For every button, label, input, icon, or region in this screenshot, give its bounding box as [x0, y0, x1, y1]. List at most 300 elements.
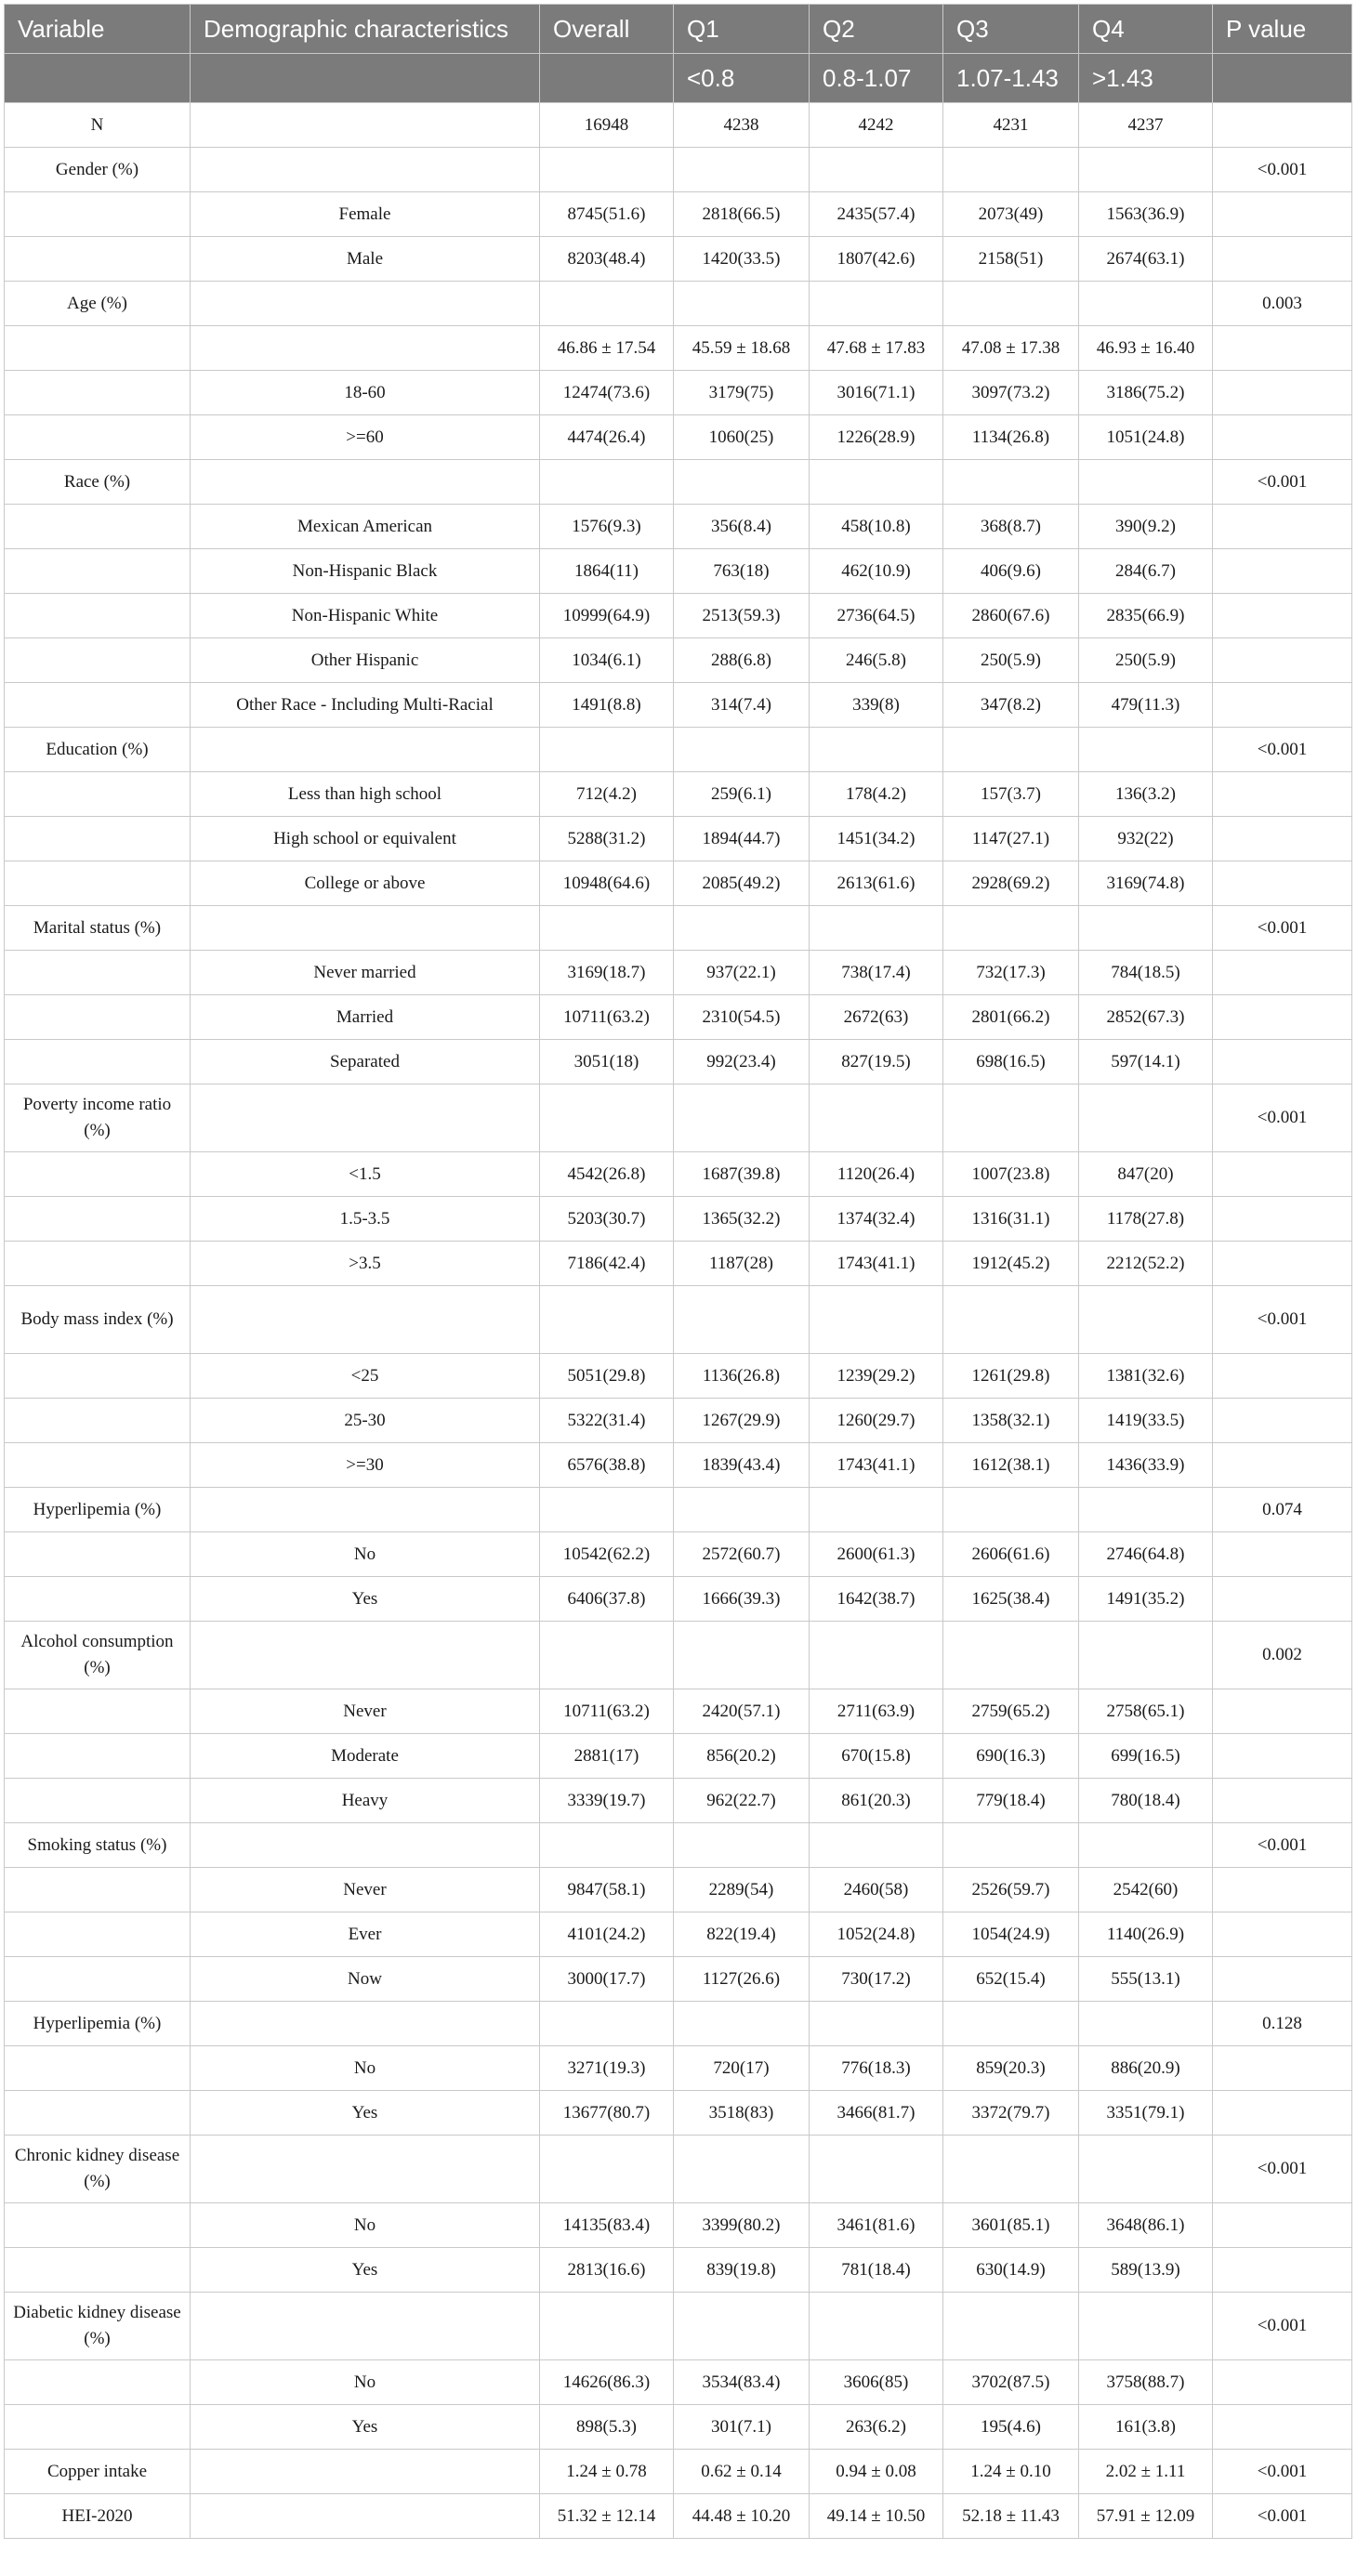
q2-cell: 781(18.4) [810, 2248, 943, 2293]
table-row [5, 1823, 1352, 1868]
overall-cell: 3169(18.7) [540, 951, 674, 995]
p-value-cell [1213, 326, 1352, 371]
characteristic-cell [191, 282, 540, 326]
overall-cell: 46.86 ± 17.54 [540, 326, 674, 371]
header-range-blank-3 [540, 54, 674, 103]
q4-cell: 3758(88.7) [1079, 2360, 1213, 2405]
characteristic-cell [191, 2293, 540, 2360]
q4-cell: 886(20.9) [1079, 2046, 1213, 2091]
q1-cell: 839(19.8) [674, 2248, 810, 2293]
table-row [5, 192, 1352, 237]
variable-cell [5, 2248, 191, 2293]
overall-cell [540, 2293, 674, 2360]
characteristic-cell: Male [191, 237, 540, 282]
q4-cell [1079, 1286, 1213, 1354]
variable-cell: Race (%) [5, 460, 191, 505]
characteristic-cell: High school or equivalent [191, 817, 540, 861]
q3-cell [943, 282, 1079, 326]
q2-cell: 670(15.8) [810, 1734, 943, 1779]
p-value-cell [1213, 2091, 1352, 2136]
table-row [5, 326, 1352, 371]
characteristic-cell: Separated [191, 1040, 540, 1084]
q4-cell [1079, 906, 1213, 951]
q2-cell: 730(17.2) [810, 1957, 943, 2002]
variable-cell [5, 1242, 191, 1286]
q1-cell: 763(18) [674, 549, 810, 594]
q4-cell: 1563(36.9) [1079, 192, 1213, 237]
p-value-cell [1213, 549, 1352, 594]
overall-cell [540, 2136, 674, 2203]
q1-cell: 1060(25) [674, 415, 810, 460]
q1-cell: 2572(60.7) [674, 1532, 810, 1577]
table-row [5, 549, 1352, 594]
q4-cell: 2542(60) [1079, 1868, 1213, 1912]
characteristic-cell: Married [191, 995, 540, 1040]
p-value-cell [1213, 1354, 1352, 1399]
variable-cell [5, 2360, 191, 2405]
characteristic-cell: Yes [191, 1577, 540, 1622]
variable-cell: Body mass index (%) [5, 1286, 191, 1354]
q4-cell: 780(18.4) [1079, 1779, 1213, 1823]
variable-cell [5, 772, 191, 817]
variable-cell [5, 638, 191, 683]
overall-cell: 10711(63.2) [540, 995, 674, 1040]
p-value-cell [1213, 2405, 1352, 2450]
characteristic-cell: Yes [191, 2091, 540, 2136]
q1-cell: 1839(43.4) [674, 1443, 810, 1488]
p-value-cell [1213, 2203, 1352, 2248]
characteristic-cell: Heavy [191, 1779, 540, 1823]
characteristic-cell [191, 906, 540, 951]
q1-cell: 720(17) [674, 2046, 810, 2091]
q3-cell: 3097(73.2) [943, 371, 1079, 415]
q2-cell: 1807(42.6) [810, 237, 943, 282]
characteristic-cell [191, 2450, 540, 2494]
overall-cell [540, 460, 674, 505]
variable-cell [5, 2203, 191, 2248]
q4-cell [1079, 1823, 1213, 1868]
table-row [5, 995, 1352, 1040]
variable-cell [5, 1912, 191, 1957]
q1-cell: 301(7.1) [674, 2405, 810, 2450]
q4-cell [1079, 1622, 1213, 1689]
q2-cell [810, 148, 943, 192]
characteristic-cell: Now [191, 1957, 540, 2002]
header-row-titles [5, 5, 1352, 54]
q3-cell: 4231 [943, 103, 1079, 148]
variable-cell [5, 594, 191, 638]
variable-cell [5, 237, 191, 282]
q2-cell: 49.14 ± 10.50 [810, 2494, 943, 2539]
q3-cell: 2526(59.7) [943, 1868, 1079, 1912]
table-row [5, 1488, 1352, 1532]
q3-cell: 652(15.4) [943, 1957, 1079, 2002]
header-q2: Q2 [810, 5, 943, 54]
q1-cell: 2289(54) [674, 1868, 810, 1912]
characteristic-cell: >=30 [191, 1443, 540, 1488]
q3-cell: 1054(24.9) [943, 1912, 1079, 1957]
characteristic-cell: Moderate [191, 1734, 540, 1779]
overall-cell: 5322(31.4) [540, 1399, 674, 1443]
overall-cell: 6406(37.8) [540, 1577, 674, 1622]
q4-cell: 46.93 ± 16.40 [1079, 326, 1213, 371]
q2-cell: 339(8) [810, 683, 943, 728]
overall-cell [540, 1823, 674, 1868]
p-value-cell [1213, 2248, 1352, 2293]
q3-cell: 2158(51) [943, 237, 1079, 282]
variable-cell: Poverty income ratio (%) [5, 1084, 191, 1152]
q3-cell: 779(18.4) [943, 1779, 1079, 1823]
variable-cell [5, 2091, 191, 2136]
header-p-value: P value [1213, 5, 1352, 54]
variable-cell [5, 2405, 191, 2450]
table-row [5, 683, 1352, 728]
variable-cell: Copper intake [5, 2450, 191, 2494]
q3-cell [943, 1488, 1079, 1532]
variable-cell: HEI-2020 [5, 2494, 191, 2539]
q2-cell [810, 2136, 943, 2203]
p-value-cell: <0.001 [1213, 2450, 1352, 2494]
characteristic-cell: Never [191, 1868, 540, 1912]
q2-cell: 1451(34.2) [810, 817, 943, 861]
variable-cell: Age (%) [5, 282, 191, 326]
q2-cell: 178(4.2) [810, 772, 943, 817]
p-value-cell: <0.001 [1213, 2136, 1352, 2203]
q3-cell: 1007(23.8) [943, 1152, 1079, 1197]
overall-cell: 1576(9.3) [540, 505, 674, 549]
p-value-cell [1213, 1689, 1352, 1734]
characteristic-cell [191, 326, 540, 371]
q2-cell: 2460(58) [810, 1868, 943, 1912]
p-value-cell [1213, 594, 1352, 638]
q1-cell: 1365(32.2) [674, 1197, 810, 1242]
q1-cell: 2818(66.5) [674, 192, 810, 237]
overall-cell: 12474(73.6) [540, 371, 674, 415]
q4-cell: 136(3.2) [1079, 772, 1213, 817]
overall-cell: 9847(58.1) [540, 1868, 674, 1912]
p-value-cell [1213, 2046, 1352, 2091]
q3-cell: 1134(26.8) [943, 415, 1079, 460]
variable-cell [5, 1779, 191, 1823]
q3-cell: 195(4.6) [943, 2405, 1079, 2450]
q2-cell: 458(10.8) [810, 505, 943, 549]
q4-cell [1079, 2293, 1213, 2360]
overall-cell: 1491(8.8) [540, 683, 674, 728]
overall-cell: 10711(63.2) [540, 1689, 674, 1734]
overall-cell: 10542(62.2) [540, 1532, 674, 1577]
characteristic-cell [191, 2002, 540, 2046]
variable-cell [5, 1197, 191, 1242]
variable-cell [5, 951, 191, 995]
p-value-cell [1213, 103, 1352, 148]
characteristic-cell [191, 1823, 540, 1868]
table-row [5, 2293, 1352, 2360]
q4-cell: 1178(27.8) [1079, 1197, 1213, 1242]
variable-cell [5, 415, 191, 460]
header-demographic-characteristics: Demographic characteristics [191, 5, 540, 54]
table-row [5, 2136, 1352, 2203]
variable-cell: Diabetic kidney disease (%) [5, 2293, 191, 2360]
q3-cell: 2073(49) [943, 192, 1079, 237]
table-row [5, 772, 1352, 817]
q4-cell [1079, 282, 1213, 326]
q4-cell: 847(20) [1079, 1152, 1213, 1197]
p-value-cell [1213, 1152, 1352, 1197]
q1-cell: 1420(33.5) [674, 237, 810, 282]
q2-cell: 2613(61.6) [810, 861, 943, 906]
overall-cell [540, 728, 674, 772]
q1-cell: 1687(39.8) [674, 1152, 810, 1197]
p-value-cell: <0.001 [1213, 1286, 1352, 1354]
table-row [5, 594, 1352, 638]
overall-cell: 10948(64.6) [540, 861, 674, 906]
q1-cell: 1127(26.6) [674, 1957, 810, 2002]
q4-cell: 597(14.1) [1079, 1040, 1213, 1084]
overall-cell [540, 1622, 674, 1689]
p-value-cell [1213, 995, 1352, 1040]
table-row [5, 1779, 1352, 1823]
p-value-cell: <0.001 [1213, 460, 1352, 505]
header-range-blank-8 [1213, 54, 1352, 103]
characteristic-cell: College or above [191, 861, 540, 906]
overall-cell [540, 2002, 674, 2046]
q2-cell: 2711(63.9) [810, 1689, 943, 1734]
q3-cell: 732(17.3) [943, 951, 1079, 995]
q2-cell: 3466(81.7) [810, 2091, 943, 2136]
characteristic-cell: Non-Hispanic White [191, 594, 540, 638]
header-range-q2: 0.8-1.07 [810, 54, 943, 103]
overall-cell [540, 1286, 674, 1354]
table-row [5, 103, 1352, 148]
q2-cell [810, 2293, 943, 2360]
q3-cell: 52.18 ± 11.43 [943, 2494, 1079, 2539]
overall-cell: 5288(31.2) [540, 817, 674, 861]
characteristic-cell: <1.5 [191, 1152, 540, 1197]
table-row [5, 1577, 1352, 1622]
q1-cell: 962(22.7) [674, 1779, 810, 1823]
q3-cell: 630(14.9) [943, 2248, 1079, 2293]
header-range-q4: >1.43 [1079, 54, 1213, 103]
q1-cell [674, 1823, 810, 1868]
q2-cell: 1052(24.8) [810, 1912, 943, 1957]
characteristic-cell: 25-30 [191, 1399, 540, 1443]
q1-cell [674, 728, 810, 772]
p-value-cell [1213, 638, 1352, 683]
p-value-cell [1213, 1040, 1352, 1084]
table-row [5, 1622, 1352, 1689]
q1-cell: 2513(59.3) [674, 594, 810, 638]
q3-cell: 157(3.7) [943, 772, 1079, 817]
p-value-cell [1213, 1399, 1352, 1443]
variable-cell [5, 505, 191, 549]
overall-cell: 2813(16.6) [540, 2248, 674, 2293]
q4-cell: 161(3.8) [1079, 2405, 1213, 2450]
variable-cell [5, 371, 191, 415]
variable-cell: Marital status (%) [5, 906, 191, 951]
q2-cell [810, 1084, 943, 1152]
q1-cell: 259(6.1) [674, 772, 810, 817]
q2-cell: 2435(57.4) [810, 192, 943, 237]
q1-cell [674, 1488, 810, 1532]
q2-cell: 1120(26.4) [810, 1152, 943, 1197]
header-range-blank-1 [5, 54, 191, 103]
q3-cell [943, 1622, 1079, 1689]
overall-cell [540, 1084, 674, 1152]
characteristic-cell: Other Hispanic [191, 638, 540, 683]
q2-cell: 1642(38.7) [810, 1577, 943, 1622]
q1-cell: 356(8.4) [674, 505, 810, 549]
overall-cell: 7186(42.4) [540, 1242, 674, 1286]
overall-cell: 5051(29.8) [540, 1354, 674, 1399]
q3-cell [943, 2136, 1079, 2203]
characteristic-cell: 1.5-3.5 [191, 1197, 540, 1242]
q4-cell: 57.91 ± 12.09 [1079, 2494, 1213, 2539]
q2-cell: 827(19.5) [810, 1040, 943, 1084]
characteristic-cell: Never married [191, 951, 540, 995]
p-value-cell [1213, 951, 1352, 995]
variable-cell [5, 817, 191, 861]
q3-cell: 1.24 ± 0.10 [943, 2450, 1079, 2494]
overall-cell: 8203(48.4) [540, 237, 674, 282]
q4-cell: 2.02 ± 1.11 [1079, 2450, 1213, 2494]
q4-cell: 2835(66.9) [1079, 594, 1213, 638]
variable-cell [5, 1354, 191, 1399]
q3-cell: 2759(65.2) [943, 1689, 1079, 1734]
q2-cell [810, 1286, 943, 1354]
table-row [5, 282, 1352, 326]
q2-cell: 2672(63) [810, 995, 943, 1040]
q2-cell: 2736(64.5) [810, 594, 943, 638]
table-row [5, 505, 1352, 549]
characteristic-cell [191, 148, 540, 192]
characteristic-cell [191, 728, 540, 772]
table-row [5, 1957, 1352, 2002]
q2-cell: 776(18.3) [810, 2046, 943, 2091]
table-row [5, 1532, 1352, 1577]
q4-cell: 1140(26.9) [1079, 1912, 1213, 1957]
overall-cell [540, 282, 674, 326]
p-value-cell: <0.001 [1213, 148, 1352, 192]
header-range-q3: 1.07-1.43 [943, 54, 1079, 103]
q3-cell: 859(20.3) [943, 2046, 1079, 2091]
q4-cell: 3169(74.8) [1079, 861, 1213, 906]
demographics-table [4, 4, 1352, 2539]
q2-cell: 861(20.3) [810, 1779, 943, 1823]
table-row [5, 148, 1352, 192]
overall-cell: 8745(51.6) [540, 192, 674, 237]
variable-cell [5, 1532, 191, 1577]
variable-cell: Chronic kidney disease (%) [5, 2136, 191, 2203]
variable-cell [5, 192, 191, 237]
q4-cell: 932(22) [1079, 817, 1213, 861]
table-row [5, 371, 1352, 415]
characteristic-cell [191, 2136, 540, 2203]
table-row [5, 906, 1352, 951]
overall-cell: 1864(11) [540, 549, 674, 594]
q2-cell: 462(10.9) [810, 549, 943, 594]
table-row [5, 1443, 1352, 1488]
q2-cell: 738(17.4) [810, 951, 943, 995]
variable-cell: Gender (%) [5, 148, 191, 192]
characteristic-cell: No [191, 2360, 540, 2405]
header-q4: Q4 [1079, 5, 1213, 54]
table-row [5, 2046, 1352, 2091]
q2-cell: 1743(41.1) [810, 1443, 943, 1488]
q4-cell [1079, 460, 1213, 505]
q4-cell: 2758(65.1) [1079, 1689, 1213, 1734]
table-row [5, 1152, 1352, 1197]
overall-cell: 3339(19.7) [540, 1779, 674, 1823]
q3-cell: 2860(67.6) [943, 594, 1079, 638]
p-value-cell: 0.002 [1213, 1622, 1352, 1689]
table-row [5, 1354, 1352, 1399]
characteristic-cell: 18-60 [191, 371, 540, 415]
p-value-cell [1213, 861, 1352, 906]
q3-cell: 1612(38.1) [943, 1443, 1079, 1488]
header-overall: Overall [540, 5, 674, 54]
overall-cell: 3271(19.3) [540, 2046, 674, 2091]
overall-cell [540, 1488, 674, 1532]
variable-cell: N [5, 103, 191, 148]
q1-cell: 288(6.8) [674, 638, 810, 683]
q4-cell: 2674(63.1) [1079, 237, 1213, 282]
variable-cell: Hyperlipemia (%) [5, 1488, 191, 1532]
p-value-cell [1213, 415, 1352, 460]
q4-cell: 2852(67.3) [1079, 995, 1213, 1040]
q3-cell: 347(8.2) [943, 683, 1079, 728]
table-row [5, 817, 1352, 861]
variable-cell [5, 549, 191, 594]
q2-cell: 47.68 ± 17.83 [810, 326, 943, 371]
p-value-cell [1213, 1957, 1352, 2002]
q1-cell [674, 1084, 810, 1152]
overall-cell [540, 148, 674, 192]
q1-cell: 822(19.4) [674, 1912, 810, 1957]
variable-cell [5, 2046, 191, 2091]
variable-cell: Smoking status (%) [5, 1823, 191, 1868]
table-row [5, 2405, 1352, 2450]
q1-cell: 1666(39.3) [674, 1577, 810, 1622]
characteristic-cell [191, 1622, 540, 1689]
p-value-cell [1213, 1197, 1352, 1242]
q1-cell: 3179(75) [674, 371, 810, 415]
overall-cell: 712(4.2) [540, 772, 674, 817]
q4-cell: 1419(33.5) [1079, 1399, 1213, 1443]
q4-cell: 2746(64.8) [1079, 1532, 1213, 1577]
overall-cell: 1.24 ± 0.78 [540, 2450, 674, 2494]
overall-cell: 5203(30.7) [540, 1197, 674, 1242]
table-row [5, 1040, 1352, 1084]
overall-cell: 4542(26.8) [540, 1152, 674, 1197]
q4-cell [1079, 1488, 1213, 1532]
q4-cell: 1491(35.2) [1079, 1577, 1213, 1622]
p-value-cell [1213, 1779, 1352, 1823]
q1-cell: 1894(44.7) [674, 817, 810, 861]
q1-cell: 937(22.1) [674, 951, 810, 995]
variable-cell [5, 1957, 191, 2002]
table-row [5, 1868, 1352, 1912]
table-row [5, 2494, 1352, 2539]
q3-cell [943, 1084, 1079, 1152]
variable-cell [5, 995, 191, 1040]
q2-cell: 2600(61.3) [810, 1532, 943, 1577]
q3-cell: 368(8.7) [943, 505, 1079, 549]
p-value-cell [1213, 817, 1352, 861]
p-value-cell: 0.003 [1213, 282, 1352, 326]
q2-cell [810, 728, 943, 772]
header-range-blank-2 [191, 54, 540, 103]
characteristic-cell [191, 460, 540, 505]
